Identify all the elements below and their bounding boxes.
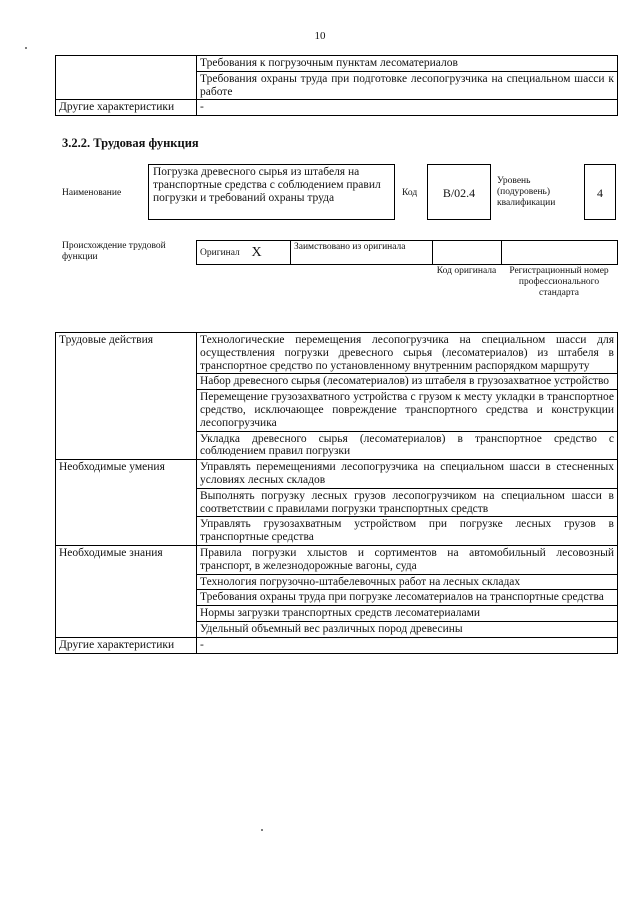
table-row bbox=[56, 333, 618, 374]
row-item: Требования охраны труда при подготовке лесопогрузчика на специальном шасси к работе bbox=[197, 71, 618, 100]
row-item: Удельный объемный вес различных пород древесины bbox=[197, 621, 618, 637]
row-item: Технологические перемещения лесопогрузчика на специальном шасси для осуществления погрузки древесного сырья (лесоматериалов) из штабеля в транспортное средство по установленному внутренним распорядком маршруту bbox=[197, 333, 618, 374]
top-table bbox=[55, 55, 618, 116]
row-item: Выполнять погрузку лесных грузов лесопогрузчиком на специальном шасси в соответствии с правилами погрузки транспортных средств bbox=[197, 488, 618, 517]
row-item: Требования к погрузочным пунктам лесоматериалов bbox=[197, 56, 618, 72]
main-table bbox=[55, 332, 618, 654]
code-caption: Код оригинала bbox=[436, 266, 497, 276]
row-item: - bbox=[197, 637, 618, 653]
row-label bbox=[56, 56, 197, 100]
row-item: Перемещение грузозахватного устройства с грузом к месту укладки в транспортное средство, исключающее повреждение транспортного средства и конструкции лесопогрузчика bbox=[197, 390, 618, 431]
row-item: Правила погрузки хлыстов и сортиментов на автомобильный лесовозный транспорт, в железнодорожные вагоны, суда bbox=[197, 545, 618, 574]
original-mark: X bbox=[249, 241, 291, 265]
code-value-box: B/02.4 bbox=[427, 164, 491, 220]
row-item: Укладка древесного сырья (лесоматериалов) в транспортное средство с соблюдением правил погрузки bbox=[197, 431, 618, 460]
borrowed-label: Заимствовано из оригинала bbox=[291, 241, 433, 265]
table-row bbox=[56, 637, 618, 653]
row-label: Другие характеристики bbox=[56, 100, 197, 116]
function-name-box: Погрузка древесного сырья из штабеля на транспортные средства с соблюдением правил погрузки и требований охраны труда bbox=[148, 164, 395, 220]
registration-number-cell bbox=[502, 241, 618, 265]
row-label: Необходимые знания bbox=[56, 545, 197, 637]
table-row bbox=[56, 100, 618, 116]
original-code-cell bbox=[433, 241, 502, 265]
table-row bbox=[56, 460, 618, 489]
scan-speck bbox=[261, 829, 263, 831]
row-item: Технология погрузочно-штабелевочных работ на лесных складах bbox=[197, 574, 618, 590]
registration-caption: Регистрационный номер профессионального стандарта bbox=[509, 266, 609, 298]
original-label: Оригинал bbox=[197, 241, 249, 265]
code-label: Код bbox=[402, 188, 418, 198]
row-label: Другие характеристики bbox=[56, 637, 197, 653]
row-item: Набор древесного сырья (лесоматериалов) из штабеля в грузозахватное устройство bbox=[197, 374, 618, 390]
name-label: Наименование bbox=[62, 188, 122, 198]
level-label: Уровень (подуровень) квалификации bbox=[497, 176, 556, 208]
row-item: Управлять перемещениями лесопогрузчика на специальном шасси в стесненных условиях лесных складов bbox=[197, 460, 618, 489]
row-item: - bbox=[197, 100, 618, 116]
page-number: 10 bbox=[314, 30, 326, 42]
row-label: Необходимые умения bbox=[56, 460, 197, 546]
row-item: Нормы загрузки транспортных средств лесоматериалами bbox=[197, 606, 618, 622]
table-row bbox=[56, 56, 618, 72]
origin-table bbox=[196, 240, 618, 265]
table-row bbox=[56, 545, 618, 574]
section-title: 3.2.2. Трудовая функция bbox=[62, 136, 199, 150]
row-item: Требования охраны труда при погрузке лесоматериалов на транспортные средства bbox=[197, 590, 618, 606]
origin-label: Происхождение трудовой функции bbox=[62, 241, 166, 262]
row-label: Трудовые действия bbox=[56, 333, 197, 460]
row-item: Управлять грузозахватным устройством при погрузке лесных грузов в транспортные средства bbox=[197, 517, 618, 546]
level-value-box: 4 bbox=[584, 164, 616, 220]
scan-speck bbox=[25, 47, 27, 49]
